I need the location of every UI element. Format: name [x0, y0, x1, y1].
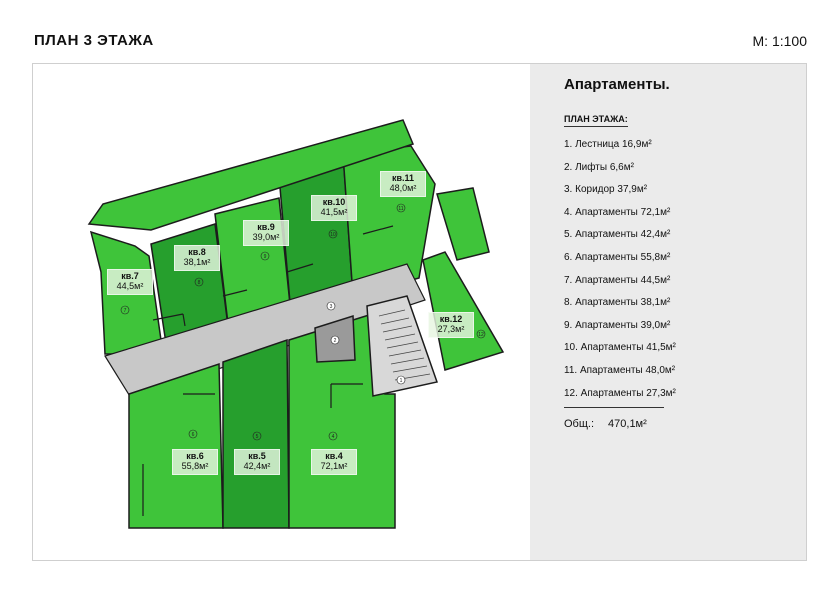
apartment-5-area: 42,4м²: [243, 461, 271, 471]
legend-item-8: 8. Апартаменты 38,1м²: [564, 297, 671, 309]
svg-text:3: 3: [329, 304, 333, 310]
apartment-6-label: [172, 449, 218, 475]
apartment-11-area: 48,0м²: [389, 183, 417, 193]
legend-divider: [564, 407, 664, 408]
apartment-12-terrace: [437, 188, 489, 260]
legend-subtitle: ПЛАН ЭТАЖА:: [564, 114, 628, 127]
apartment-6-name: кв.6: [186, 451, 204, 461]
legend-item-12: 12. Апартаменты 27,3м²: [564, 387, 676, 399]
legend-title: Апартаменты.: [564, 76, 670, 93]
apartment-12-area: 27,3м²: [437, 324, 465, 334]
legend-item-11: 11. Апартаменты 48,0м²: [564, 364, 676, 376]
apartment-12-name: кв.12: [439, 314, 463, 324]
apartment-7-area: 44,5м²: [116, 281, 144, 291]
legend-item-3: 3. Коридор 37,9м²: [564, 184, 648, 196]
apartment-10-label: [311, 195, 357, 221]
scale-label: М: 1:100: [752, 33, 807, 49]
legend-item-7: 7. Апартаменты 44,5м²: [564, 274, 671, 286]
svg-text:5: 5: [255, 434, 259, 440]
svg-text:7: 7: [123, 308, 127, 314]
legend-item-5: 5. Апартаменты 42,4м²: [564, 229, 671, 241]
svg-text:10: 10: [330, 232, 336, 238]
apartment-9-name: кв.9: [257, 222, 275, 232]
floor-plan: [33, 64, 529, 560]
legend-item-9: 9. Апартаменты 39,0м²: [564, 319, 671, 331]
svg-text:6: 6: [191, 432, 195, 438]
legend-item-1: 1. Лестница 16,9м²: [564, 139, 652, 150]
apartment-12-zone: [423, 252, 503, 370]
svg-text:9: 9: [263, 254, 267, 260]
svg-text:8: 8: [197, 280, 201, 286]
apartment-4-label: [311, 449, 357, 475]
apartment-8-name: кв.8: [188, 247, 206, 257]
apartment-8-area: 38,1м²: [183, 257, 211, 267]
apartment-8-label: [174, 245, 220, 271]
legend-total-label: Общ.:: [564, 418, 595, 430]
apartment-6-area: 55,8м²: [181, 461, 209, 471]
svg-text:4: 4: [331, 434, 335, 440]
apartment-9-label: [243, 220, 289, 246]
legend-item-2: 2. Лифты 6,6м²: [564, 161, 634, 173]
apartment-11-label: [380, 171, 426, 197]
legend-total-value: 470,1м²: [608, 418, 647, 430]
legend-item-10: 10. Апартаменты 41,5м²: [564, 342, 676, 354]
apartment-5-name: кв.5: [248, 451, 266, 461]
marker-lifts: [331, 336, 339, 344]
svg-text:11: 11: [398, 206, 404, 212]
apartment-10-area: 41,5м²: [320, 207, 348, 217]
apartment-5-label: [234, 449, 280, 475]
apartment-11-name: кв.11: [391, 173, 415, 183]
apartment-10-name: кв.10: [322, 197, 346, 207]
legend-panel: [530, 64, 806, 560]
legend-list: [564, 138, 676, 409]
marker-corridor: [327, 302, 335, 310]
legend-item-6: 6. Апартаменты 55,8м²: [564, 251, 671, 263]
apartment-9-area: 39,0м²: [252, 232, 280, 242]
apartment-7-name: кв.7: [121, 271, 139, 281]
sheet-frame: [32, 63, 807, 561]
apartment-4-area: 72,1м²: [320, 461, 348, 471]
legend-total: [564, 418, 647, 430]
apartment-7-label: [107, 269, 153, 295]
legend-item-4: 4. Апартаменты 72,1м²: [564, 206, 671, 218]
apartment-12-label: [428, 312, 474, 338]
marker-staircase: [397, 376, 405, 384]
page-title: ПЛАН 3 ЭТАЖА: [34, 32, 154, 49]
svg-text:1: 1: [399, 378, 403, 384]
svg-text:2: 2: [333, 338, 337, 344]
apartment-4-name: кв.4: [325, 451, 343, 461]
svg-text:12: 12: [478, 332, 484, 338]
